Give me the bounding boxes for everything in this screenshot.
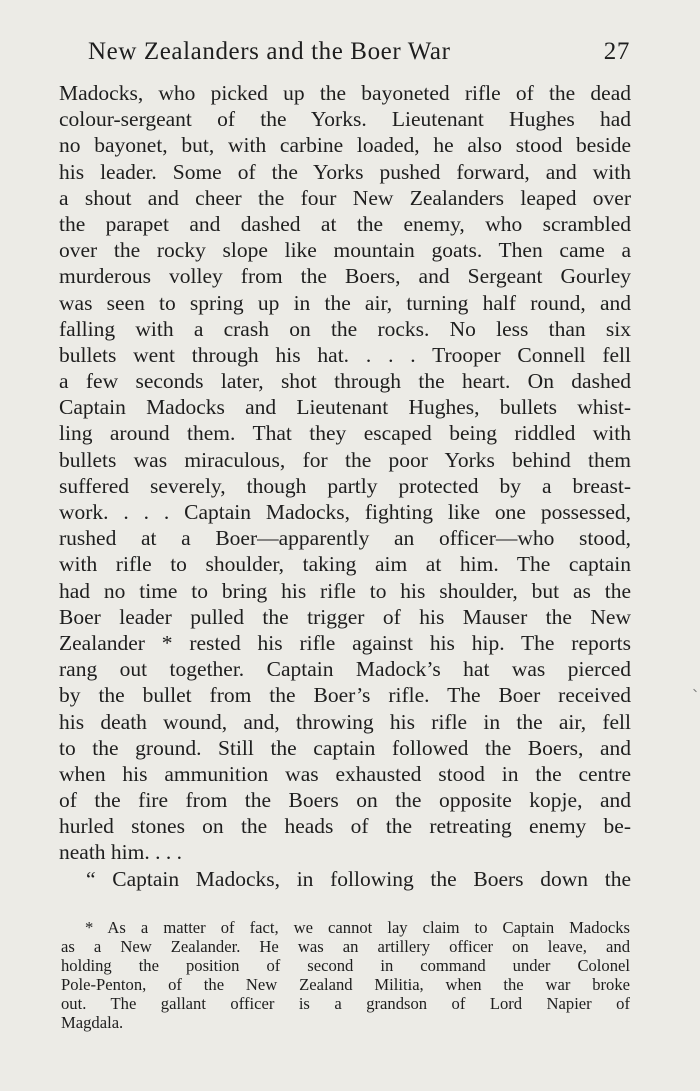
page-blemish xyxy=(693,689,697,693)
text-line: hurled stones on the heads of the retreating enemy be- xyxy=(59,814,631,839)
text-line: Captain Madocks and Lieutenant Hughes, bullets whist- xyxy=(59,395,631,420)
text-line: bullets was miraculous, for the poor Yorks behind them xyxy=(59,447,631,472)
text-line: Zealander * rested his rifle against his hip. The reports xyxy=(59,630,631,655)
footnote xyxy=(61,918,630,1032)
text-line: murderous volley from the Boers, and Sergeant Gourley xyxy=(59,264,631,289)
text-line: falling with a crash on the rocks. No less than six xyxy=(59,316,631,341)
text-line: over the rocky slope like mountain goats. Then came a xyxy=(59,238,631,263)
body-text xyxy=(59,80,631,892)
footnote-line: as a New Zealander. He was an artillery officer on leave, and xyxy=(61,937,630,956)
text-line: colour-sergeant of the Yorks. Lieutenant Hughes had xyxy=(59,107,631,132)
footnote-line: Pole-Penton, of the New Zealand Militia, when the war broke xyxy=(61,975,630,994)
footnote-line: Magdala. xyxy=(61,1013,124,1032)
text-line: by the bullet from the Boer’s rifle. The Boer received xyxy=(59,683,631,708)
text-line: with rifle to shoulder, taking aim at him. The captain xyxy=(59,552,631,577)
footnote-line: out. The gallant officer is a grandson of Lord Napier of xyxy=(61,994,630,1013)
text-line: his death wound, and, throwing his rifle in the air, fell xyxy=(59,709,631,734)
text-line: suffered severely, though partly protected by a breast- xyxy=(59,473,631,498)
footnote-line: holding the position of second in command under Colonel xyxy=(61,956,630,975)
text-line: work. . . . Captain Madocks, fighting like one possessed, xyxy=(59,500,631,524)
text-line: of the fire from the Boers on the opposite kopje, and xyxy=(59,788,631,813)
text-line: Boer leader pulled the trigger of his Mauser the New xyxy=(59,604,631,629)
text-line: to the ground. Still the captain followed the Boers, and xyxy=(59,735,631,760)
text-line: no bayonet, but, with carbine loaded, he also stood beside xyxy=(59,133,631,158)
text-line: when his ammunition was exhausted stood in the centre xyxy=(59,761,631,786)
text-line: rushed at a Boer—apparently an officer—who stood, xyxy=(59,526,631,551)
text-line: had no time to bring his rifle to his shoulder, but as the xyxy=(59,578,631,603)
text-line: rang out together. Captain Madock’s hat was pierced xyxy=(59,657,631,682)
running-title: New Zealanders and the Boer War xyxy=(88,38,451,65)
text-line: a shout and cheer the four New Zealanders leaped over xyxy=(59,185,631,210)
running-header xyxy=(88,38,630,72)
paragraph-end-line: neath him. . . . xyxy=(59,840,183,865)
text-line: his leader. Some of the Yorks pushed forward, and with xyxy=(59,159,631,184)
text-line: the parapet and dashed at the enemy, who scrambled xyxy=(59,211,631,236)
page-number: 27 xyxy=(603,38,630,65)
footnote-line: * As a matter of fact, we cannot lay claim to Captain Madocks xyxy=(85,918,630,937)
text-line: ling around them. That they escaped being riddled with xyxy=(59,421,631,446)
text-line: Madocks, who picked up the bayoneted rifle of the dead xyxy=(59,81,631,105)
text-line: a few seconds later, shot through the heart. On dashed xyxy=(59,369,631,394)
text-line: bullets went through his hat. . . . Trooper Connell fell xyxy=(59,342,631,367)
text-line: was seen to spring up in the air, turning half round, and xyxy=(59,290,631,315)
paragraph-start-line: “ Captain Madocks, in following the Boers down the xyxy=(86,866,631,891)
